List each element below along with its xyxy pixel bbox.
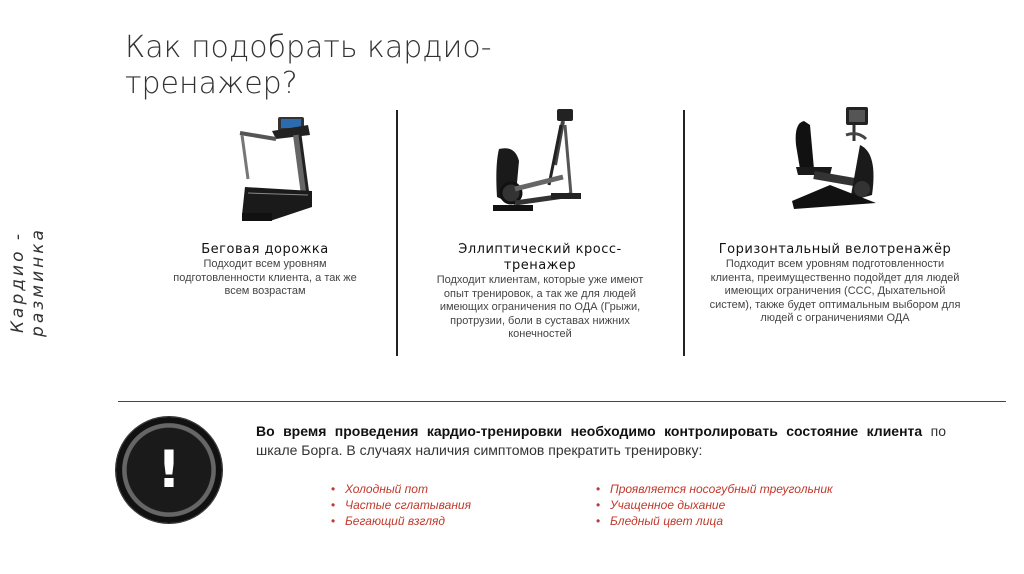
list-item: • Учащенное дыхание (596, 497, 833, 513)
product-description: Подходит всем уровням подготовленности клиента, а так же всем возрастам (173, 258, 357, 297)
product-name: Эллиптический кросс-тренажер (458, 242, 622, 273)
symptoms-list-right (596, 481, 833, 529)
column-divider-1 (396, 110, 398, 356)
product-name: Беговая дорожка (201, 242, 329, 257)
warning-bold-text: Во время проведения кардио-тренировки необходимо контролировать состояние клиента (256, 423, 923, 439)
exclamation-icon: ! (157, 440, 181, 500)
list-item: • Бегающий взгляд (331, 513, 471, 529)
page-title: Как подобрать кардио-тренажер? (125, 30, 492, 101)
list-item: • Холодный пот (331, 481, 471, 497)
list-item: • Проявляется носогубный треугольник (596, 481, 833, 497)
product-description: Подходит всем уровням подготовленности клиента, преимущественно подойдет для людей имеющих ограничения (ССС, Дыхательной систем), также будет оптимальным выбором для людей с ограничениями ОДА (709, 258, 961, 324)
product-recumbent-bike (705, 105, 965, 326)
treadmill-image (200, 105, 330, 230)
product-name: Горизонтальный велотренажёр (718, 242, 952, 257)
side-section-label: Кардио - разминка (8, 227, 48, 337)
warning-badge (116, 417, 222, 523)
list-item: • Частые сглатывания (331, 497, 471, 513)
column-divider-2 (683, 110, 685, 356)
warning-normal-text: по шкале Борга. В случаях наличия симптомов прекратить тренировку: (256, 423, 946, 458)
elliptical-image (475, 105, 605, 230)
product-elliptical (425, 105, 655, 342)
list-item: • Бледный цвет лица (596, 513, 833, 529)
product-treadmill (165, 105, 365, 299)
product-description: Подходит клиентам, которые уже имеют опыт тренировок, а так же для людей имеющих ограничения по ОДА (Грыжи, протрузии, боли в суставах нижних конечностей (436, 274, 644, 340)
section-divider (118, 401, 1006, 402)
recumbent-bike-image (770, 105, 900, 230)
symptoms-list-left (331, 481, 471, 529)
warning-message (256, 422, 946, 460)
